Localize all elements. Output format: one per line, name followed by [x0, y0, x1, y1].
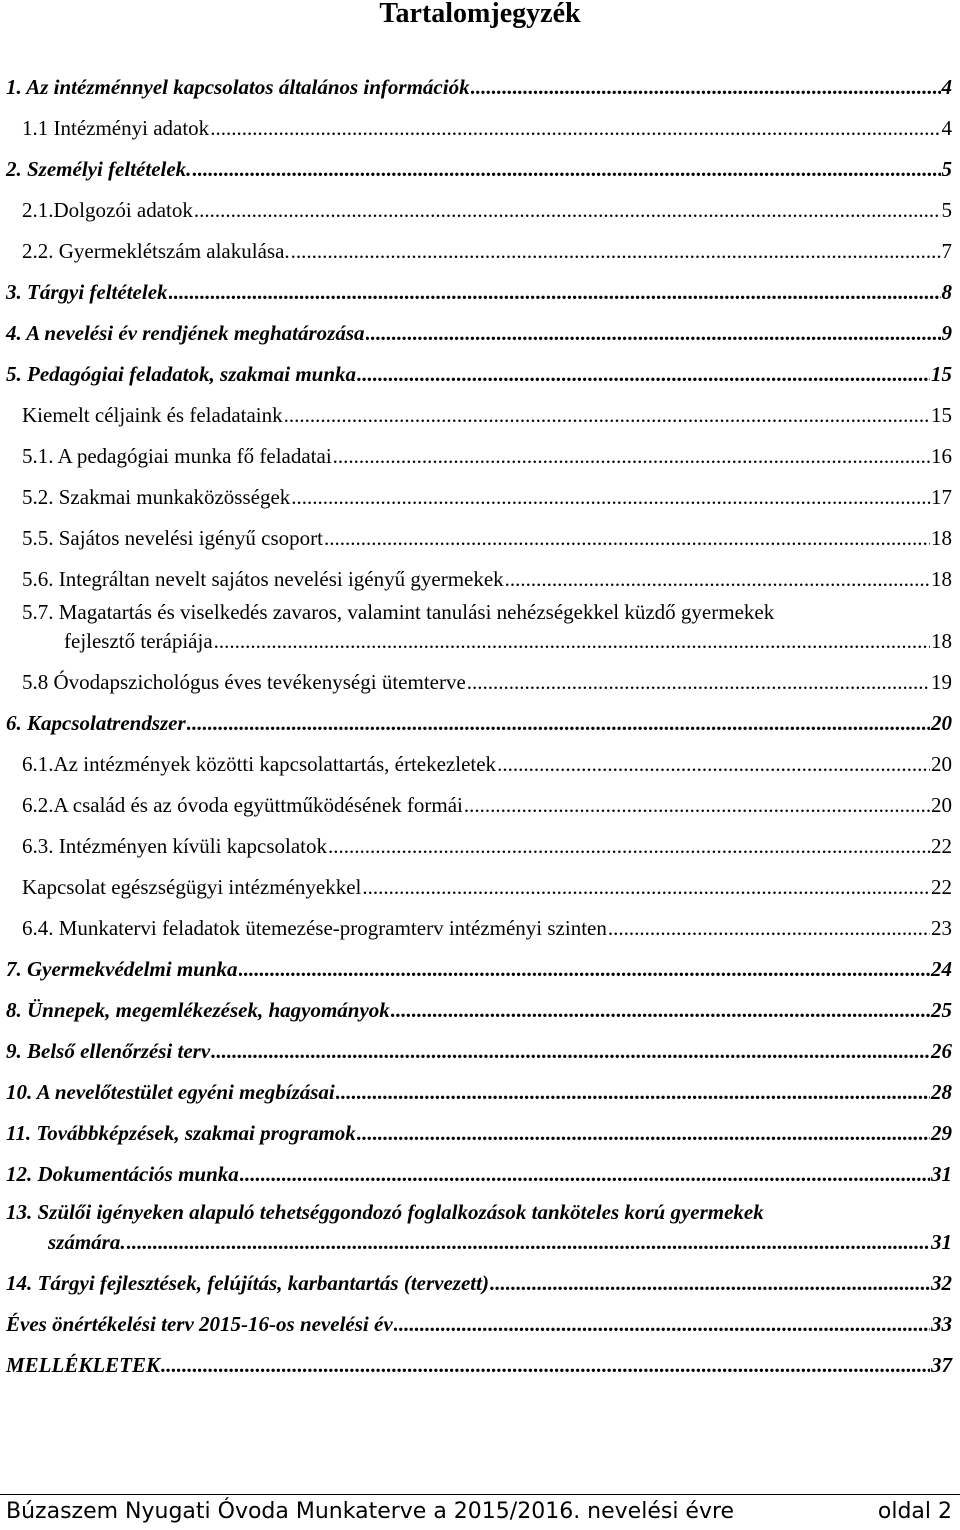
toc-dot-leader	[214, 628, 930, 654]
toc-entry[interactable]	[22, 566, 952, 592]
toc-entry-label: 8. Ünnepek, megemlékezések, hagyományok	[6, 998, 390, 1022]
toc-entry-label: 6.4. Munkatervi feladatok ütemezése-programterv intézményi szinten	[22, 916, 607, 940]
toc-entry[interactable]	[6, 361, 952, 387]
toc-entry[interactable]	[6, 956, 952, 982]
toc-entry-label: 6. Kapcsolatrendszer	[6, 711, 186, 735]
toc-entry-page-number: 32	[931, 1271, 952, 1295]
toc-entry-page-number: 17	[931, 485, 952, 509]
toc-entry[interactable]	[6, 710, 952, 736]
toc-dot-leader	[394, 1311, 930, 1337]
toc-dot-leader	[505, 566, 930, 592]
toc-entry-page-number: 4	[941, 116, 952, 140]
toc-entry-label: 5.6. Integráltan nevelt sajátos nevelési igényű gyermekek	[22, 567, 504, 591]
toc-entry-page-number: 31	[931, 1230, 952, 1254]
toc-entry[interactable]	[6, 1311, 952, 1337]
toc-entry-label: 2.1.Dolgozói adatok	[22, 198, 193, 222]
toc-entry-page-number: 20	[931, 711, 952, 735]
toc-entry[interactable]	[6, 1079, 952, 1105]
toc-dot-leader	[240, 1161, 930, 1187]
toc-entry-page-number: 20	[931, 793, 952, 817]
toc-entry[interactable]	[22, 197, 952, 223]
toc-entry-label: 1. Az intézménnyel kapcsolatos általános információk	[6, 75, 470, 99]
toc-dot-leader	[357, 1120, 930, 1146]
toc-entry-label: 9. Belső ellenőrzési terv	[6, 1039, 211, 1063]
toc-dot-leader	[291, 484, 930, 510]
toc-entry[interactable]	[22, 115, 952, 141]
toc-entry-page-number: 25	[931, 998, 952, 1022]
toc-entry-label: 7. Gyermekvédelmi munka	[6, 957, 238, 981]
toc-entry[interactable]	[22, 525, 952, 551]
toc-entry-page-number: 15	[931, 403, 952, 427]
toc-entry[interactable]	[22, 402, 952, 428]
toc-dot-leader	[324, 525, 930, 551]
toc-entry-label: 5.2. Szakmai munkaközösségek	[22, 485, 291, 509]
toc-entry[interactable]	[6, 997, 952, 1023]
toc-dot-leader	[471, 74, 941, 100]
toc-entry[interactable]	[64, 628, 952, 654]
toc-entry-page-number: 5	[941, 157, 952, 181]
toc-entry[interactable]	[22, 792, 952, 818]
toc-entry-page-number: 19	[931, 670, 952, 694]
toc-entry-label: 10. A nevelőtestület egyéni megbízásai	[6, 1080, 335, 1104]
toc-entry[interactable]	[6, 156, 952, 182]
toc-entry-label: fejlesztő terápiája	[64, 629, 213, 653]
toc-entry-page-number: 18	[931, 567, 952, 591]
toc-entry-label: 5.5. Sajátos nevelési igényű csoport	[22, 526, 323, 550]
toc-entry-label: 5. Pedagógiai feladatok, szakmai munka	[6, 362, 357, 386]
toc-entry[interactable]	[48, 1229, 952, 1255]
toc-entry-label: 1.1 Intézményi adatok	[22, 116, 210, 140]
toc-dot-leader	[391, 997, 930, 1023]
toc-dot-leader	[239, 956, 930, 982]
toc-dot-leader	[187, 710, 930, 736]
toc-entry[interactable]	[22, 484, 952, 510]
toc-entry-page-number: 26	[931, 1039, 952, 1063]
toc-entry-page-number: 7	[941, 239, 952, 263]
toc-entry-label-line1: 13. Szülői igényeken alapuló tehetséggondozó foglalkozások tanköteles korú gyermekek	[6, 1200, 764, 1224]
toc-entry[interactable]	[22, 238, 952, 264]
toc-entry-label: 6.2.A család és az óvoda együttműködésének formái	[22, 793, 463, 817]
toc-entry-label: 11. Továbbképzések, szakmai programok	[6, 1121, 356, 1145]
toc-entry[interactable]	[6, 279, 952, 305]
toc-entry-page-number: 16	[931, 444, 952, 468]
toc-dot-leader	[464, 792, 930, 818]
toc-entry[interactable]	[6, 320, 952, 346]
toc-entry-label: Kiemelt céljaink és feladataink	[22, 403, 283, 427]
toc-dot-leader	[366, 320, 941, 346]
toc-entry[interactable]	[22, 669, 952, 695]
toc-entry-label: 4. A nevelési év rendjének meghatározása	[6, 321, 365, 345]
toc-entry-label: 3. Tárgyi feltételek	[6, 280, 168, 304]
toc-entry-label: Kapcsolat egészségügyi intézményekkel	[22, 875, 362, 899]
toc-dot-leader	[284, 402, 930, 428]
toc-dot-leader	[169, 279, 941, 305]
toc-entry-page-number: 8	[941, 280, 952, 304]
toc-entry-page-number: 28	[931, 1080, 952, 1104]
toc-entry-page-number: 29	[931, 1121, 952, 1145]
toc-entry[interactable]	[6, 1120, 952, 1146]
toc-entry[interactable]	[6, 74, 952, 100]
toc-dot-leader	[211, 1038, 930, 1064]
toc-entry-page-number: 18	[931, 526, 952, 550]
toc-entry[interactable]	[22, 915, 952, 941]
toc-entry-label: MELLÉKLETEK	[6, 1353, 161, 1377]
toc-entry-label: számára.	[48, 1230, 126, 1254]
toc-entry-page-number: 23	[931, 916, 952, 940]
toc-entry-label: 2. Személyi feltételek.	[6, 157, 192, 181]
footer-divider	[0, 1494, 960, 1495]
toc-entry[interactable]	[22, 443, 952, 469]
toc-dot-leader	[210, 115, 940, 141]
toc-dot-leader	[490, 1270, 930, 1296]
toc-dot-leader	[333, 443, 930, 469]
toc-entry-page-number: 15	[931, 362, 952, 386]
toc-dot-leader	[497, 751, 930, 777]
toc-entry-label: 14. Tárgyi fejlesztések, felújítás, karbantartás (tervezett)	[6, 1271, 489, 1295]
toc-entry[interactable]	[22, 751, 952, 777]
toc-entry-label: 5.8 Óvodapszichológus éves tevékenységi ütemterve	[22, 670, 466, 694]
toc-entry-label: 6.3. Intézményen kívüli kapcsolatok	[22, 834, 328, 858]
toc-entry-page-number: 22	[931, 875, 952, 899]
toc-dot-leader	[357, 361, 930, 387]
toc-entry-page-number: 22	[931, 834, 952, 858]
toc-dot-leader	[328, 833, 930, 859]
toc-entry-page-number: 9	[941, 321, 952, 345]
toc-entry[interactable]	[6, 1270, 952, 1296]
toc-entry[interactable]	[22, 874, 952, 900]
toc-entry-page-number: 20	[931, 752, 952, 776]
toc-dot-leader	[336, 1079, 930, 1105]
toc-entry[interactable]	[6, 1038, 952, 1064]
footer-document-title: Búzaszem Nyugati Óvoda Munkaterve a 2015/2016. nevelési évre	[6, 1499, 735, 1524]
toc-entry-page-number: 24	[931, 957, 952, 981]
toc-entry-label: 12. Dokumentációs munka	[6, 1162, 239, 1186]
toc-dot-leader	[127, 1229, 930, 1255]
toc-entry-page-number: 4	[941, 75, 952, 99]
toc-entry-label-line1: 5.7. Magatartás és viselkedés zavaros, valamint tanulási nehézségekkel küzdő gyermekek	[22, 600, 775, 624]
toc-entry[interactable]	[6, 1161, 952, 1187]
toc-dot-leader	[362, 874, 930, 900]
toc-entry-label: Éves önértékelési terv 2015-16-os nevelési év	[6, 1312, 393, 1336]
toc-entry-label: 5.1. A pedagógiai munka fő feladatai	[22, 444, 332, 468]
footer-page-number: oldal 2	[877, 1499, 952, 1524]
toc-dot-leader	[291, 238, 941, 264]
toc-title: Tartalomjegyzék	[379, 0, 581, 29]
toc-entry-page-number: 31	[931, 1162, 952, 1186]
toc-entry-page-number: 18	[931, 629, 952, 653]
toc-entry-label: 2.2. Gyermeklétszám alakulása.	[22, 239, 290, 263]
toc-entry-page-number: 5	[941, 198, 952, 222]
toc-entry-page-number: 33	[931, 1312, 952, 1336]
toc-dot-leader	[161, 1352, 930, 1378]
toc-entry-page-number: 37	[931, 1353, 952, 1377]
toc-dot-leader	[192, 156, 940, 182]
toc-entry-label: 6.1.Az intézmények közötti kapcsolattartás, értekezletek	[22, 752, 497, 776]
toc-entry[interactable]	[6, 1352, 952, 1378]
toc-dot-leader	[467, 669, 930, 695]
toc-dot-leader	[194, 197, 941, 223]
toc-entry[interactable]	[22, 833, 952, 859]
toc-dot-leader	[608, 915, 930, 941]
